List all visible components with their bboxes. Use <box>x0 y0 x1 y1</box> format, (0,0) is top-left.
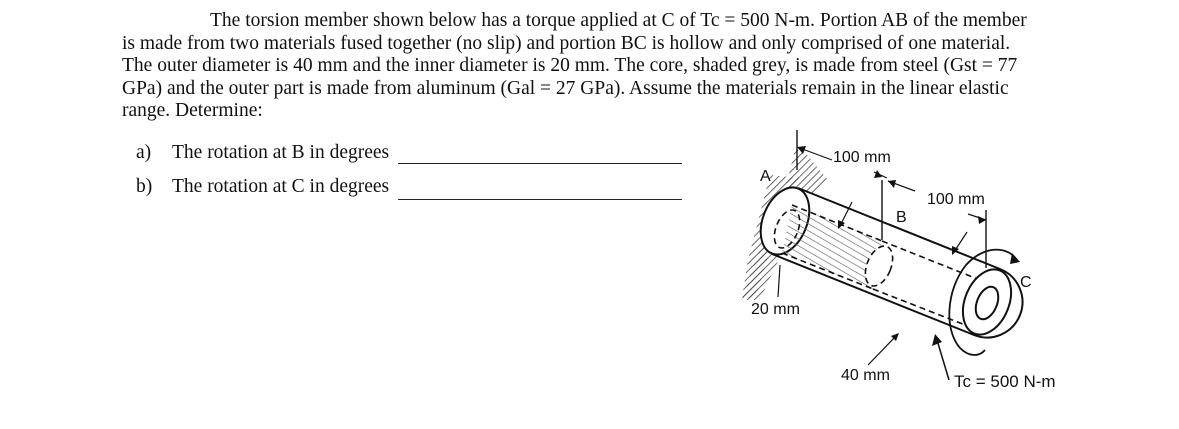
inner-diameter-label: 20 mm <box>751 301 800 318</box>
problem-line-4: GPa) and the outer part is made from aluminum (Gal = 27 GPa). Assume the materials remain in the linear elastic <box>122 77 1009 99</box>
question-b-label: b) <box>136 176 153 197</box>
dimension-bc-label: 100 mm <box>927 191 985 208</box>
torque-label: Tc = 500 N-m <box>954 372 1056 391</box>
label-b: B <box>896 209 907 226</box>
problem-line-1: The torsion member shown below has a torque applied at C of Tc = 500 N-m. Portion AB of the member <box>210 10 1027 31</box>
outer-diameter-label: 40 mm <box>841 367 890 384</box>
problem-line-2: is made from two materials fused together (no slip) and portion BC is hollow and only comprised of one material. <box>122 32 1011 54</box>
dimension-ab-label: 100 mm <box>833 149 891 166</box>
label-c: C <box>1020 274 1032 291</box>
problem-line-5: range. Determine: <box>122 100 263 121</box>
question-a-text: The rotation at B in degrees <box>172 142 390 163</box>
label-a: A <box>760 168 771 185</box>
question-a-label: a) <box>136 142 152 163</box>
problem-line-3: The outer diameter is 40 mm and the inner diameter is 20 mm. The core, shaded grey, is made from steel (Gst = 77 <box>122 55 1018 76</box>
question-b-text: The rotation at C in degrees <box>172 176 390 197</box>
